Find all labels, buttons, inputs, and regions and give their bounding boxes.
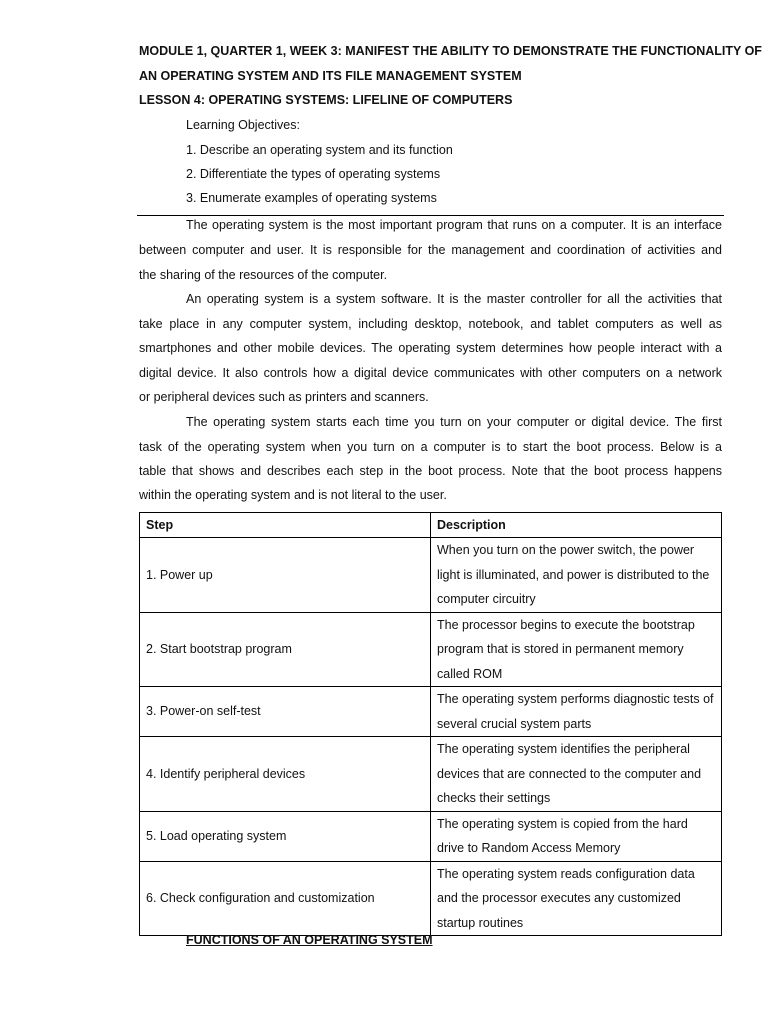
description-cell: When you turn on the power switch, the power light is illuminated, and power is distributed to the computer circuitry <box>431 538 722 613</box>
paragraph-line: task of the operating system when you turn on a computer is to start the boot process. Below is a <box>139 440 722 454</box>
objective-item: 1. Describe an operating system and its function <box>186 143 453 157</box>
step-cell: 4. Identify peripheral devices <box>140 737 431 812</box>
description-cell: The processor begins to execute the bootstrap program that is stored in permanent memory called ROM <box>431 612 722 687</box>
objective-item: 2. Differentiate the types of operating systems <box>186 167 441 181</box>
module-title-line1: MODULE 1, QUARTER 1, WEEK 3: MANIFEST THE ABILITY TO DEMONSTRATE THE FUNCTIONALITY OF <box>139 44 762 58</box>
table-row <box>140 861 722 936</box>
column-header-step: Step <box>140 513 431 538</box>
paragraph-line: within the operating system and is not literal to the user. <box>139 488 447 502</box>
step-cell: 6. Check configuration and customization <box>140 861 431 936</box>
step-cell: 1. Power up <box>140 538 431 613</box>
paragraph-line: The operating system starts each time you turn on your computer or digital device. The first <box>186 415 722 429</box>
paragraph-line: the sharing of the resources of the computer. <box>139 268 388 282</box>
step-cell: 3. Power-on self-test <box>140 687 431 737</box>
table-row <box>140 538 722 613</box>
paragraph-line: between computer and user. It is responsible for the management and coordination of activities and <box>139 243 722 257</box>
paragraph-line: table that shows and describes each step in the boot process. Note that the boot process happens <box>139 464 722 478</box>
table-row <box>140 687 722 737</box>
paragraph-line: digital device. It also controls how a digital device communicates with other computers on a network <box>139 366 722 380</box>
table-row <box>140 737 722 812</box>
column-header-description: Description <box>431 513 722 538</box>
description-cell: The operating system is copied from the hard drive to Random Access Memory <box>431 811 722 861</box>
paragraph-line: take place in any computer system, including desktop, notebook, and tablet computers as well as <box>139 317 722 331</box>
description-cell: The operating system performs diagnostic tests of several crucial system parts <box>431 687 722 737</box>
paragraph-line: The operating system is the most important program that runs on a computer. It is an interface <box>186 218 722 232</box>
horizontal-rule <box>137 215 724 216</box>
table-row <box>140 811 722 861</box>
step-cell: 5. Load operating system <box>140 811 431 861</box>
paragraph-line: or peripheral devices such as printers and scanners. <box>139 390 429 404</box>
objectives-title: Learning Objectives: <box>186 118 300 132</box>
description-cell: The operating system reads configuration data and the processor executes any customized startup routines <box>431 861 722 936</box>
table-row <box>140 612 722 687</box>
description-cell: The operating system identifies the peripheral devices that are connected to the computer and checks their settings <box>431 737 722 812</box>
module-title-line2: AN OPERATING SYSTEM AND ITS FILE MANAGEMENT SYSTEM <box>139 69 522 83</box>
step-cell: 2. Start bootstrap program <box>140 612 431 687</box>
section-heading: FUNCTIONS OF AN OPERATING SYSTEM <box>186 933 433 947</box>
paragraph-line: smartphones and other mobile devices. The operating system determines how people interact with a <box>139 341 722 355</box>
objective-item: 3. Enumerate examples of operating systems <box>186 191 437 205</box>
lesson-title: LESSON 4: OPERATING SYSTEMS: LIFELINE OF COMPUTERS <box>139 93 513 107</box>
table-header-row <box>140 513 722 538</box>
paragraph-line: An operating system is a system software. It is the master controller for all the activities that <box>186 292 722 306</box>
boot-process-table <box>139 512 722 936</box>
